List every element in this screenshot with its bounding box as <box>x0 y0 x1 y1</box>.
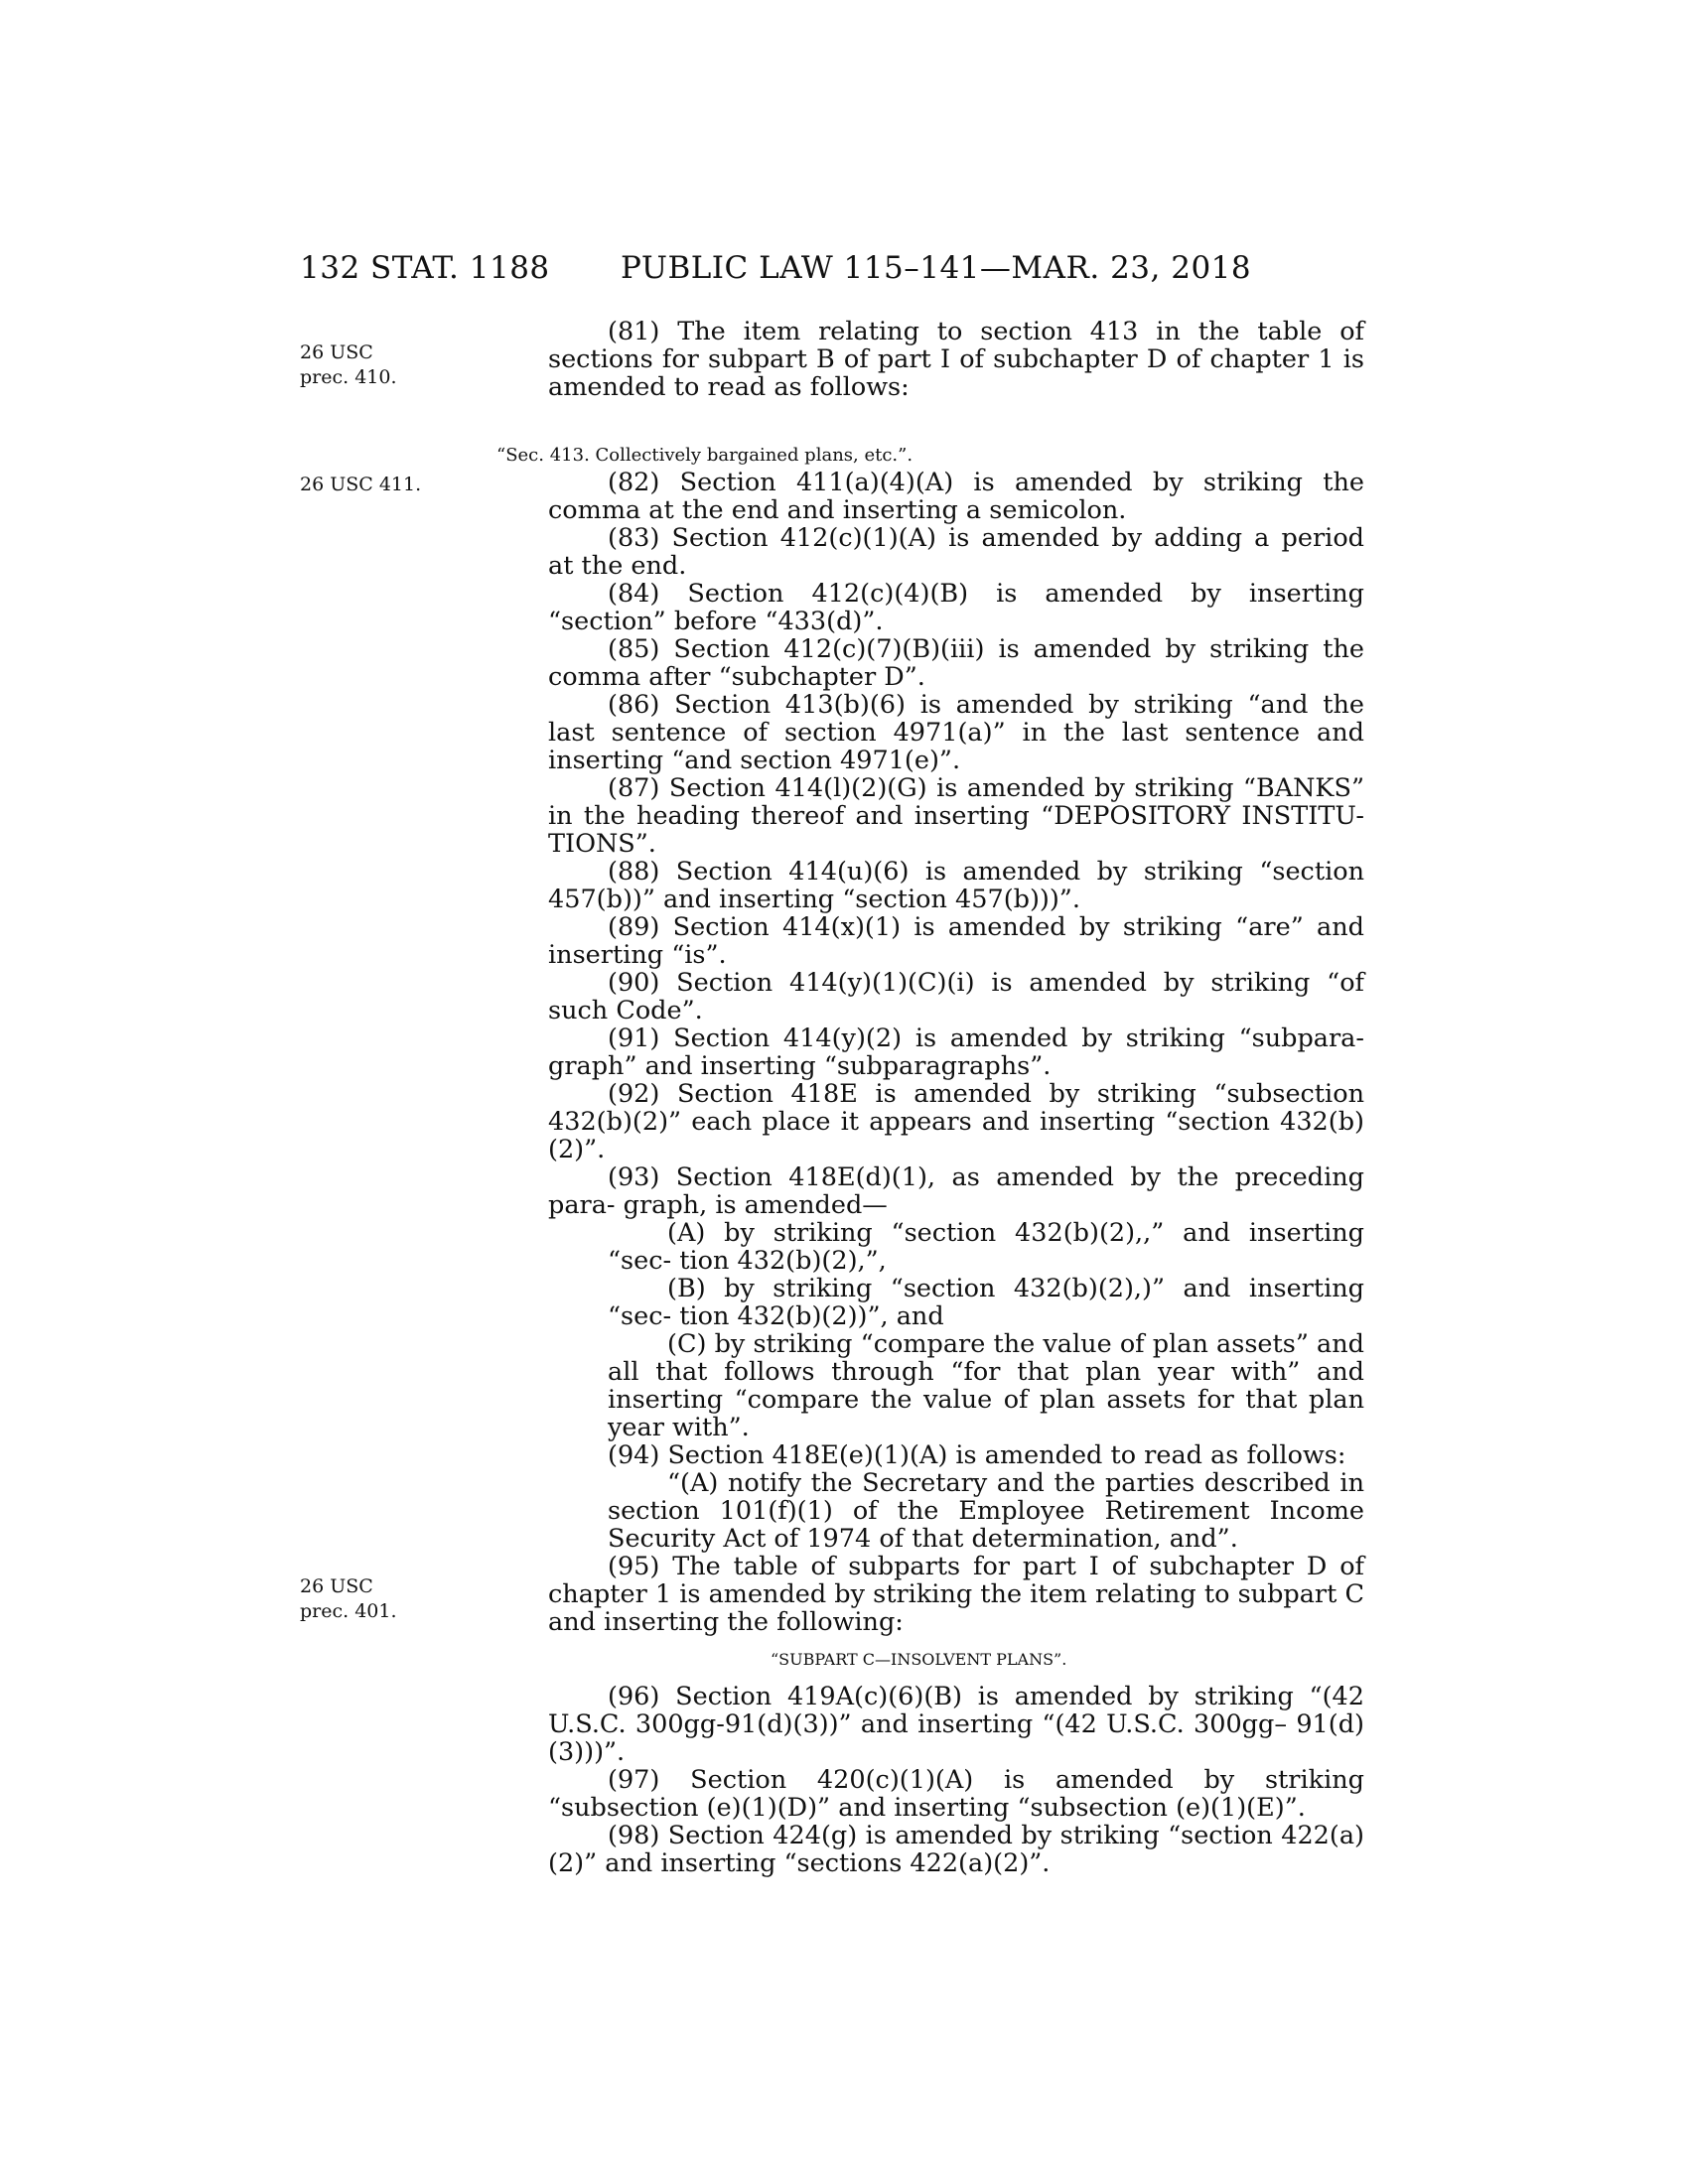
paragraph-83: (83) Section 412(c)(1)(A) is amended by adding a period at the end. <box>548 523 1364 581</box>
paragraph-94: (94) Section 418E(e)(1)(A) is amended to read as follows: <box>608 1440 1346 1470</box>
paragraph-95: (95) The table of subparts for part I of subchapter D of chapter 1 is amended by striking the item relating to subpart C and inserting the following: <box>548 1552 1364 1637</box>
paragraph-85: (85) Section 412(c)(7)(B)(iii) is amended by striking the comma after “subchapter D”. <box>548 634 1364 692</box>
paragraph-89: (89) Section 414(x)(1) is amended by striking “are” and inserting “is”. <box>548 912 1364 970</box>
margin-note-26usc-prec401 <box>300 1574 439 1624</box>
margin-note-line: prec. 401. <box>300 1600 397 1622</box>
paragraph-98: (98) Section 424(g) is amended by striking “section 422(a)(2)” and inserting “sections 422(a)(2)”. <box>548 1821 1364 1878</box>
paragraph-84: (84) Section 412(c)(4)(B) is amended by inserting “section” before “433(d)”. <box>548 579 1364 636</box>
paragraph-86: (86) Section 413(b)(6) is amended by striking “and the last sentence of section 4971(a)” in the last sentence and inserting “and section 4971(e)”. <box>548 690 1364 775</box>
table-item-sec-413: “Sec. 413. Collectively bargained plans, etc.”. <box>496 445 914 466</box>
margin-note-line: 26 USC <box>300 1575 373 1597</box>
paragraph-92: (92) Section 418E is amended by striking “subsection 432(b)(2)” each place it appears and inserting “section 432(b)(2)”. <box>548 1079 1364 1164</box>
paragraph-93: (93) Section 418E(d)(1), as amended by the preceding para- graph, is amended— <box>548 1162 1364 1220</box>
subparagraph-93-b: (B) by striking “section 432(b)(2),)” and inserting “sec- tion 432(b)(2))”, and <box>608 1274 1364 1331</box>
margin-note-26usc-prec410 <box>300 341 439 390</box>
subparagraph-93-a: (A) by striking “section 432(b)(2),,” and inserting “sec- tion 432(b)(2),”, <box>608 1218 1364 1276</box>
paragraph-97: (97) Section 420(c)(1)(A) is amended by striking “subsection (e)(1)(D)” and inserting “subsection (e)(1)(E)”. <box>548 1765 1364 1823</box>
amendments-96-to-98 <box>548 1683 1364 1877</box>
paragraph-82: (82) Section 411(a)(4)(A) is amended by striking the comma at the end and inserting a semicolon. <box>548 468 1364 525</box>
margin-note-26usc-411 <box>300 473 439 497</box>
paragraph-81: (81) The item relating to section 413 in the table of sections for subpart B of part I of subchapter D of chapter 1 is amended to read as follows: <box>548 317 1364 402</box>
subpart-c-heading: “SUBPART C—INSOLVENT PLANS”. <box>771 1650 1067 1669</box>
paragraph-90: (90) Section 414(y)(1)(C)(i) is amended by striking “of such Code”. <box>548 968 1364 1025</box>
paragraph-91: (91) Section 414(y)(2) is amended by striking “subpara- graph” and inserting “subparagraphs”. <box>548 1024 1364 1081</box>
running-head: PUBLIC LAW 115–141—MAR. 23, 2018 <box>621 250 1252 286</box>
quoted-text-94-a: “(A) notify the Secretary and the parties described in section 101(f)(1) of the Employee Retirement Income Security Act of 1974 of that determination, and”. <box>608 1468 1364 1554</box>
margin-note-line: 26 USC 411. <box>300 474 422 495</box>
paragraph-88: (88) Section 414(u)(6) is amended by striking “section 457(b))” and inserting “section 457(b)))”. <box>548 857 1364 914</box>
margin-note-line: 26 USC <box>300 341 373 363</box>
page-number-header: 132 STAT. 1188 <box>300 250 550 286</box>
subparagraph-93-c: (C) by striking “compare the value of plan assets” and all that follows through “for that plan year with” and inserting “compare the value of plan assets for that plan year with”. <box>608 1329 1364 1442</box>
margin-note-line: prec. 410. <box>300 366 397 388</box>
amendments-82-to-95 <box>548 469 1364 1636</box>
paragraph-96: (96) Section 419A(c)(6)(B) is amended by striking “(42 U.S.C. 300gg-91(d)(3))” and inserting “(42 U.S.C. 300gg– 91(d)(3)))”. <box>548 1682 1364 1767</box>
paragraph-87: (87) Section 414(l)(2)(G) is amended by striking “BANKS” in the heading thereof and inserting “DEPOSITORY INSTITU- TIONS”. <box>548 773 1364 859</box>
